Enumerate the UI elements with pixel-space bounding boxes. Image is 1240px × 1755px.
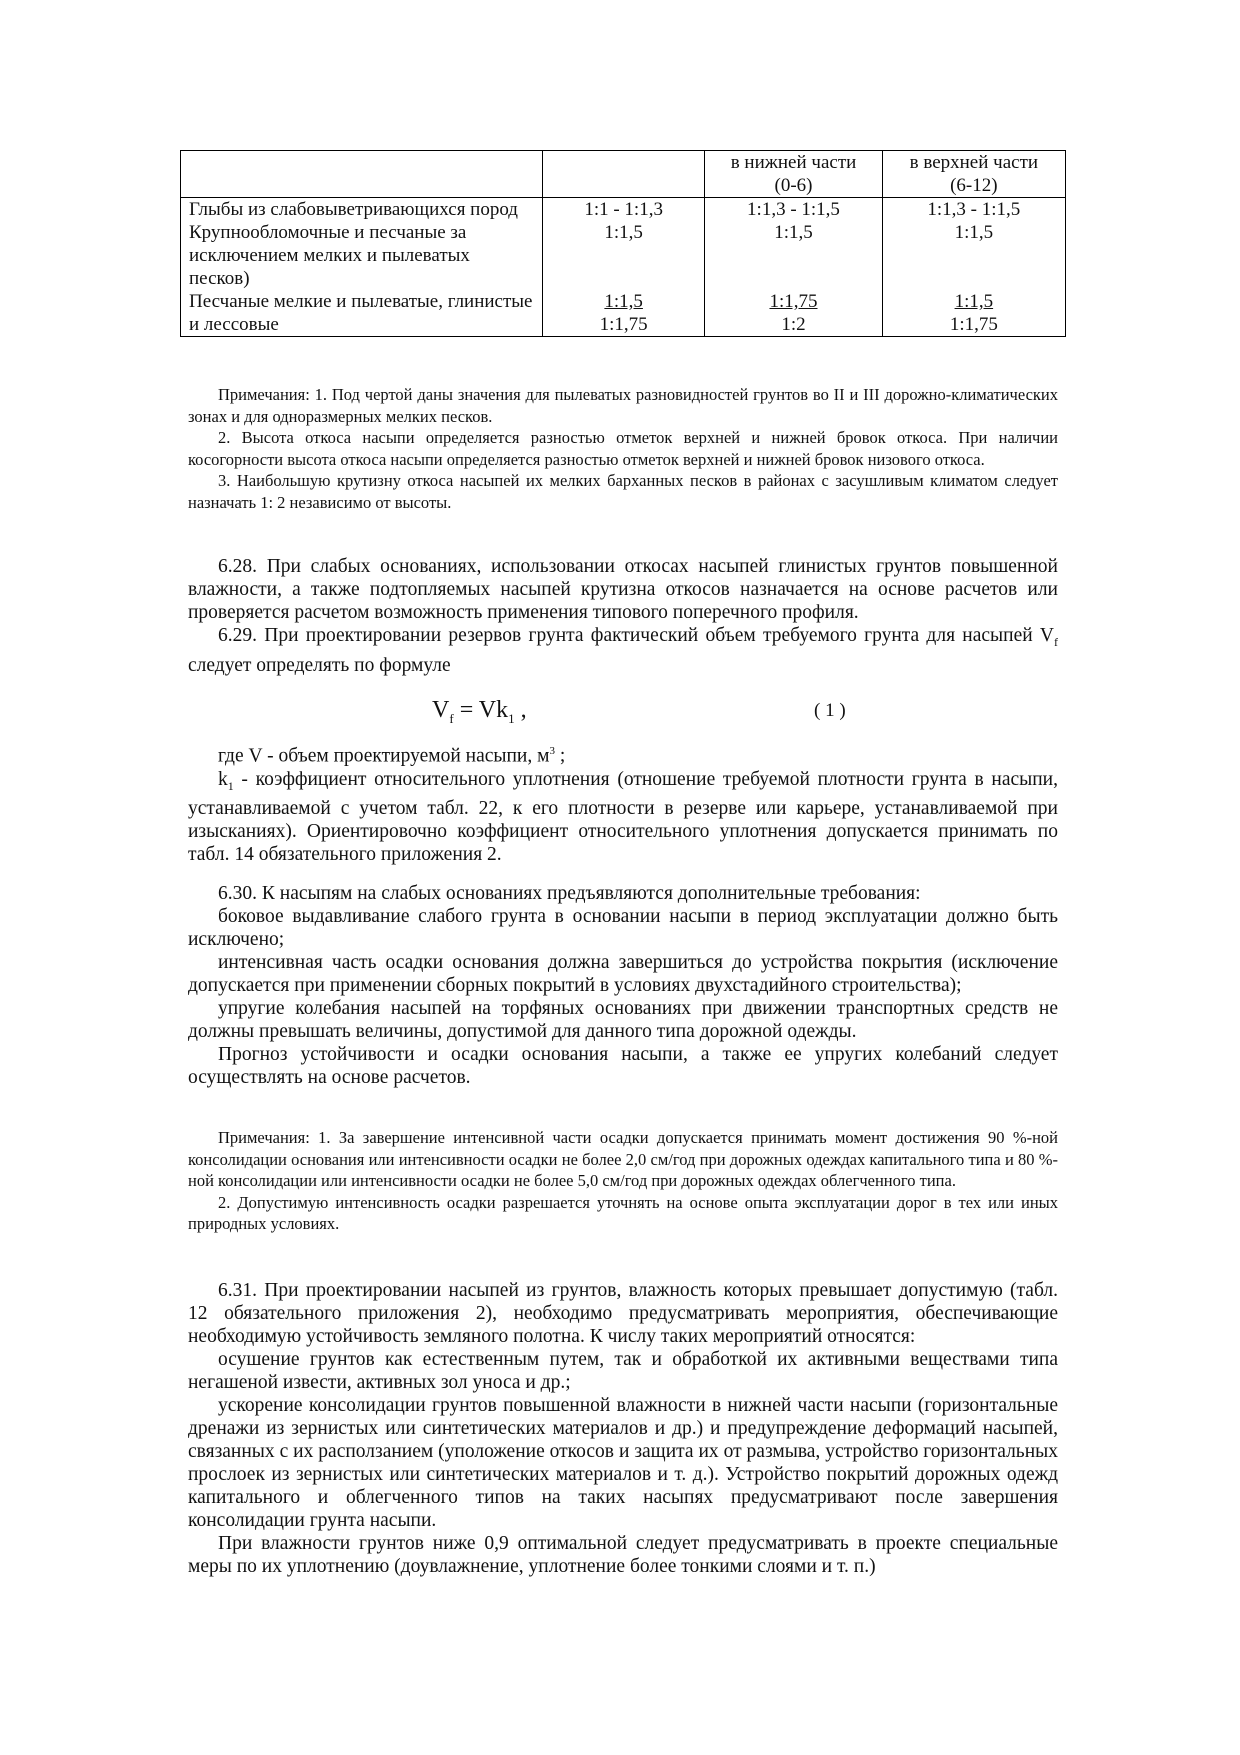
- formula-symbol: V: [432, 697, 450, 723]
- paragraph-6-28: 6.28. При слабых основаниях, использовании откосах насыпей глинистых грунтов повышенной влажности, а также подтопляемых насыпей крутизна откосов назначается на основе расчетов или проверяется расчетом возможность применения типового поперечного профиля.: [188, 556, 1058, 623]
- formula-1: [432, 696, 527, 733]
- table-header-row: [181, 151, 1066, 198]
- section-6-31: [188, 1279, 1058, 1578]
- header-cell-empty: [542, 151, 704, 198]
- paragraph-6-31: 6.31. При проектировании насыпей из грунтов, влажность которых превышает допустимую (табл. 12 обязательного приложения 2), необходимо предусматривать мероприятия, обеспечивающие необходимую устойчивость земляного полотна. К числу таких мероприятий относятся:: [188, 1280, 1058, 1347]
- superscript: 3: [549, 745, 555, 757]
- measure-item: осушение грунтов как естественным путем, так и обработкой их активными веществами типа негашеной извести, активных зол уноса и др.;: [188, 1349, 1058, 1393]
- slope-value-cell: 1:1,5: [705, 221, 882, 290]
- slope-denominator: 1:2: [781, 314, 806, 335]
- paragraph-text: ;: [554, 745, 566, 767]
- note-paragraph: Примечания: 1. Под чертой даны значения для пылеватых разновидностей грунтов во II и III дорожно-климатических зонах и для одноразмерных мелких песков.: [188, 385, 1058, 426]
- paragraph-6-30: 6.30. К насыпям на слабых основаниях предъявляются дополнительные требования:: [218, 883, 921, 904]
- paragraph-text: - коэффициент относительного уплотнения (отношение требуемой плотности грунта в насыпи, устанавливаемой с учетом табл. 22, к его плотности в резерве или карьере, устанавливаемой при изысканиях). Ориентировочно коэффициент относительного уплотнения допускается принимать по табл. 14 обязательного приложения 2.: [188, 768, 1058, 866]
- formula-number: ( 1 ): [814, 700, 846, 721]
- table-row: [181, 198, 1066, 222]
- requirement-item: упругие колебания насыпей на торфяных основаниях при движении транспортных средств не должны превышать величины, допустимой для данного типа дорожной одежды.: [188, 998, 1058, 1042]
- k1-definition: [188, 768, 1058, 867]
- note-paragraph: 3. Наибольшую крутизну откоса насыпей их мелких барханных песков в районах с засушливым климатом следует назначать 1: 2 независимо от высоты.: [188, 471, 1058, 512]
- slope-numerator: 1:1,5: [954, 291, 994, 312]
- paragraph-6-29: [188, 624, 1058, 677]
- paragraph-text: где V - объем проектируемой насыпи, м: [218, 745, 550, 767]
- paragraph-text: k: [218, 768, 228, 790]
- formula-punct: ,: [514, 697, 527, 723]
- slope-numerator: 1:1,75: [769, 291, 818, 312]
- soil-type-cell: Крупнообломочные и песчаные за исключением мелких и пылеватых песков): [181, 221, 543, 290]
- slope-fraction-cell: [542, 290, 704, 337]
- paragraph-text: 6.29. При проектировании резервов грунта фактический объем требуемого грунта для насыпей V: [218, 625, 1054, 646]
- header-upper-part: [882, 151, 1065, 198]
- formula-symbol: = Vk: [453, 697, 509, 723]
- section-6-30-notes: [188, 1127, 1058, 1235]
- header-text: в нижней части: [730, 152, 857, 173]
- header-cell-empty: [181, 151, 543, 198]
- slope-value-cell: 1:1,3 - 1:1,5: [705, 198, 882, 222]
- slope-fraction-cell: [882, 290, 1065, 337]
- note-paragraph: 2. Допустимую интенсивность осадки разрешается уточнять на основе опыта эксплуатации дорог в тех или иных природных условиях.: [188, 1192, 1058, 1233]
- header-range: (6-12): [950, 175, 998, 196]
- formula-subscript: f: [449, 710, 454, 726]
- requirement-item: боковое выдавливание слабого грунта в основании насыпи в период эксплуатации должно быть исключено;: [188, 906, 1058, 950]
- slope-value-cell: 1:1 - 1:1,3: [542, 198, 704, 222]
- paragraph-text: следует определять по формуле: [188, 654, 451, 676]
- soil-type-cell: Глыбы из слабовыветривающихся пород: [181, 198, 543, 222]
- header-text: в верхней части: [909, 152, 1039, 173]
- note-paragraph: 2. Высота откоса насыпи определяется разностью отметок верхней и нижней бровок откоса. При наличии косогорности высота откоса насыпи определяется разностью отметок верхней и нижней бровок низового откоса.: [188, 428, 1058, 469]
- header-range: (0-6): [774, 175, 813, 196]
- header-lower-part: [705, 151, 882, 198]
- slope-value-cell: 1:1,5: [542, 221, 704, 290]
- slope-denominator: 1:1,75: [949, 314, 998, 335]
- section-6-30: [188, 882, 1058, 1089]
- slope-table: [180, 150, 1066, 337]
- table-row: [181, 221, 1066, 290]
- slope-denominator: 1:1,75: [599, 314, 648, 335]
- where-line: [188, 740, 1058, 768]
- note-paragraph: Примечания: 1. За завершение интенсивной части осадки допускается принимать момент достижения 90 %-ной консолидации основания или интенсивности осадки не более 2,0 см/год при дорожных одеждах капитального типа и 80 %-ной консолидации или интенсивности осадки не более 5,0 см/год при дорожных одеждах облегченного типа.: [188, 1128, 1058, 1190]
- formula-explanation: [188, 740, 1058, 866]
- table-notes: [188, 384, 1058, 513]
- subscript: f: [1054, 634, 1058, 649]
- section-6-28-6-29: [188, 555, 1058, 677]
- paragraph-text: При влажности грунтов ниже 0,9 оптимальной следует предусматривать в проекте специальные меры по их уплотнению (доувлажнение, уплотнение более тонкими слоями и т. п.): [188, 1533, 1058, 1577]
- subscript: 1: [227, 778, 234, 793]
- paragraph-text: Прогноз устойчивости и осадки основания насыпи, а также ее упругих колебаний следует осуществлять на основе расчетов.: [188, 1044, 1058, 1088]
- slope-numerator: 1:1,5: [604, 291, 643, 312]
- formula-subscript: 1: [508, 710, 515, 726]
- measure-item: ускорение консолидации грунтов повышенной влажности в нижней части насыпи (горизонтальные дренажи из зернистых или синтетических материалов и др.) и предупреждение деформаций насыпей, связанных с их расползанием (уположение откосов и защита их от размыва, устройство горизонтальных прослоек из зернистых или синтетических материалов и т. д.). Устройство покрытий дорожных одежд капитального и облегченного типов на таких насыпях предусматривают после завершения консолидации грунта насыпи.: [188, 1395, 1058, 1531]
- slope-value-cell: 1:1,3 - 1:1,5: [882, 198, 1065, 222]
- requirement-item: интенсивная часть осадки основания должна завершиться до устройства покрытия (исключение допускается при применении сборных покрытий в условиях двухстадийного строительства);: [188, 952, 1058, 996]
- slope-fraction-cell: [705, 290, 882, 337]
- soil-type-cell: Песчаные мелкие и пылеватые, глинистые и лессовые: [181, 290, 543, 337]
- slope-value-cell: 1:1,5: [882, 221, 1065, 290]
- table-row: [181, 290, 1066, 337]
